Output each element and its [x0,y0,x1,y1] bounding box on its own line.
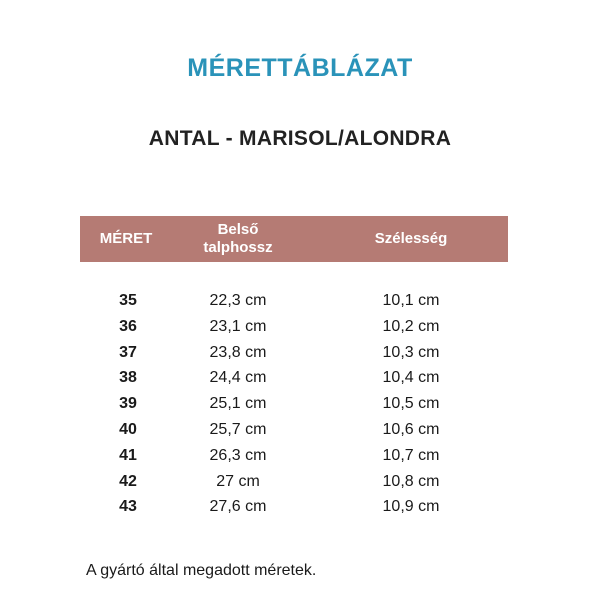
header-length-line1: Belső [217,221,259,238]
manufacturer-footnote: A gyártó által megadott méretek. [86,562,317,579]
size-cell: 37 [119,343,137,361]
size-cell: 40 [119,420,137,438]
width-cell: 10,2 cm [382,317,440,335]
header-size: MÉRET [99,230,153,247]
header-inner-sole-length [190,216,286,262]
size-cell: 35 [119,292,137,309]
width-cell: 10,6 cm [382,420,440,438]
table-row [80,365,508,391]
header-length-line2: talphossz [203,239,273,256]
size-table-body [80,288,508,520]
page-title: MÉRETTÁBLÁZAT [187,54,413,82]
length-cell: 26,3 cm [209,446,267,464]
table-row [80,288,508,314]
table-row [80,417,508,443]
size-cell: 42 [119,472,137,490]
size-cell: 36 [119,317,137,335]
table-row [80,314,508,340]
size-cell: 39 [119,395,137,413]
table-row [80,494,508,520]
length-cell: 25,7 cm [209,420,267,438]
size-cell: 41 [119,446,137,464]
width-cell: 10,1 cm [382,292,440,309]
size-cell: 43 [119,498,137,516]
length-cell: 22,3 cm [209,292,267,309]
length-cell: 27,6 cm [209,498,267,516]
width-cell: 10,9 cm [382,498,440,516]
table-row [80,391,508,417]
product-subtitle: ANTAL - MARISOL/ALONDRA [148,127,452,150]
table-row [80,443,508,469]
table-row [80,469,508,495]
length-cell: 25,1 cm [209,395,267,413]
length-cell: 24,4 cm [209,369,267,387]
width-cell: 10,4 cm [382,369,440,387]
length-cell: 27 cm [216,472,260,490]
table-row [80,340,508,366]
width-cell: 10,8 cm [382,472,440,490]
size-cell: 38 [119,369,137,387]
width-cell: 10,7 cm [382,446,440,464]
length-cell: 23,1 cm [209,317,267,335]
header-width: Szélesség [374,230,448,247]
table-header [80,216,508,262]
width-cell: 10,5 cm [382,395,440,413]
length-cell: 23,8 cm [209,343,267,361]
width-cell: 10,3 cm [382,343,440,361]
